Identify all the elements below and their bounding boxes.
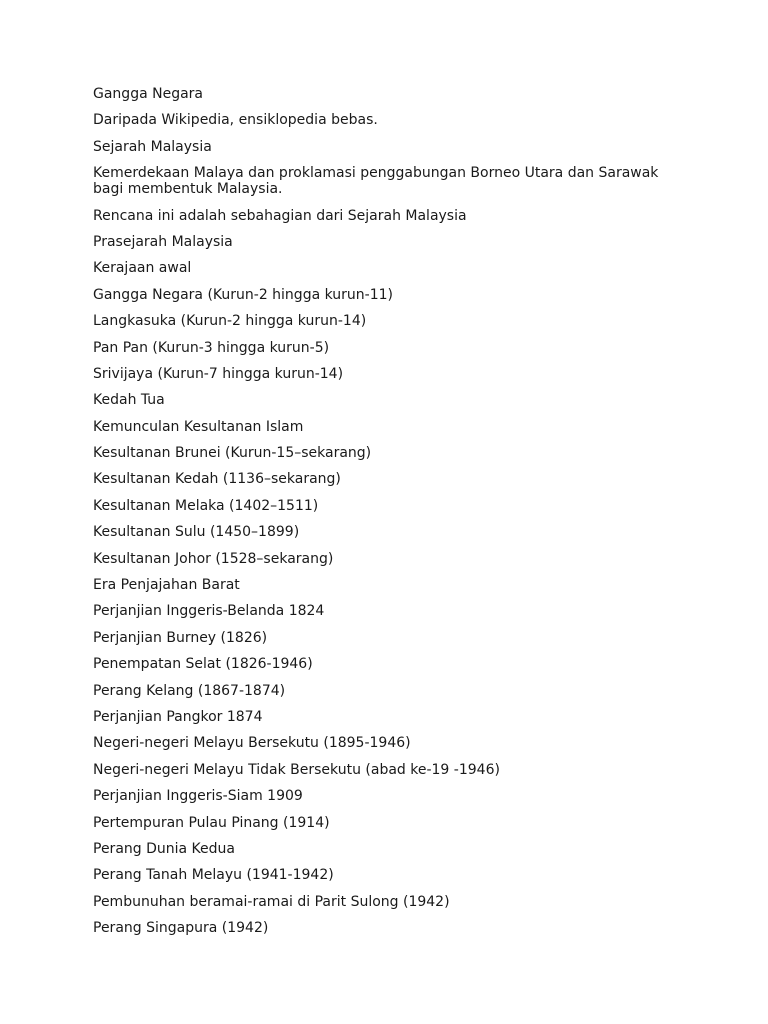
list-item: Perjanjian Burney (1826) bbox=[93, 629, 268, 646]
list-item: Kesultanan Melaka (1402–1511) bbox=[93, 497, 319, 514]
list-item: Gangga Negara (Kurun-2 hingga kurun-11) bbox=[93, 286, 393, 303]
list-item: Langkasuka (Kurun-2 hingga kurun-14) bbox=[93, 313, 367, 330]
list-item: Kesultanan Johor (1528–sekarang) bbox=[93, 550, 334, 567]
list-item: Pertempuran Pulau Pinang (1914) bbox=[93, 814, 330, 831]
list-item: Perjanjian Inggeris-Belanda 1824 bbox=[93, 603, 325, 620]
list-item: Perang Tanah Melayu (1941-1942) bbox=[93, 867, 334, 884]
list-item: Penempatan Selat (1826-1946) bbox=[93, 656, 313, 673]
list-item: Pembunuhan beramai-ramai di Parit Sulong (1942) bbox=[93, 893, 450, 910]
list-item: Kemunculan Kesultanan Islam bbox=[93, 418, 304, 435]
series-note: Rencana ini adalah sebahagian dari Sejarah Malaysia bbox=[93, 207, 467, 224]
list-item: Prasejarah Malaysia bbox=[93, 233, 233, 250]
list-item: Perang Kelang (1867-1874) bbox=[93, 682, 286, 699]
list-item: Perang Singapura (1942) bbox=[93, 920, 269, 937]
list-item: Negeri-negeri Melayu Tidak Bersekutu (abad ke-19 -1946) bbox=[93, 761, 500, 778]
list-item: Perjanjian Pangkor 1874 bbox=[93, 708, 263, 725]
document-page bbox=[93, 86, 693, 947]
section-heading: Sejarah Malaysia bbox=[93, 138, 212, 155]
list-item: Perjanjian Inggeris-Siam 1909 bbox=[93, 788, 303, 805]
list-item: Negeri-negeri Melayu Bersekutu (1895-1946) bbox=[93, 735, 411, 752]
list-item: Kesultanan Brunei (Kurun-15–sekarang) bbox=[93, 445, 372, 462]
list-item: Kedah Tua bbox=[93, 392, 165, 409]
list-item: Pan Pan (Kurun-3 hingga kurun-5) bbox=[93, 339, 330, 356]
list-item: Era Penjajahan Barat bbox=[93, 577, 240, 594]
list-item: Srivijaya (Kurun-7 hingga kurun-14) bbox=[93, 365, 344, 382]
source-line: Daripada Wikipedia, ensiklopedia bebas. bbox=[93, 112, 378, 129]
document-title: Gangga Negara bbox=[93, 86, 203, 102]
list-item: Perang Dunia Kedua bbox=[93, 840, 235, 857]
list-item: Kesultanan Sulu (1450–1899) bbox=[93, 524, 300, 541]
image-caption: Kemerdekaan Malaya dan proklamasi penggabungan Borneo Utara dan Sarawak bagi membentuk Malaysia. bbox=[93, 165, 659, 198]
list-item: Kesultanan Kedah (1136–sekarang) bbox=[93, 471, 341, 488]
list-item: Kerajaan awal bbox=[93, 260, 192, 277]
